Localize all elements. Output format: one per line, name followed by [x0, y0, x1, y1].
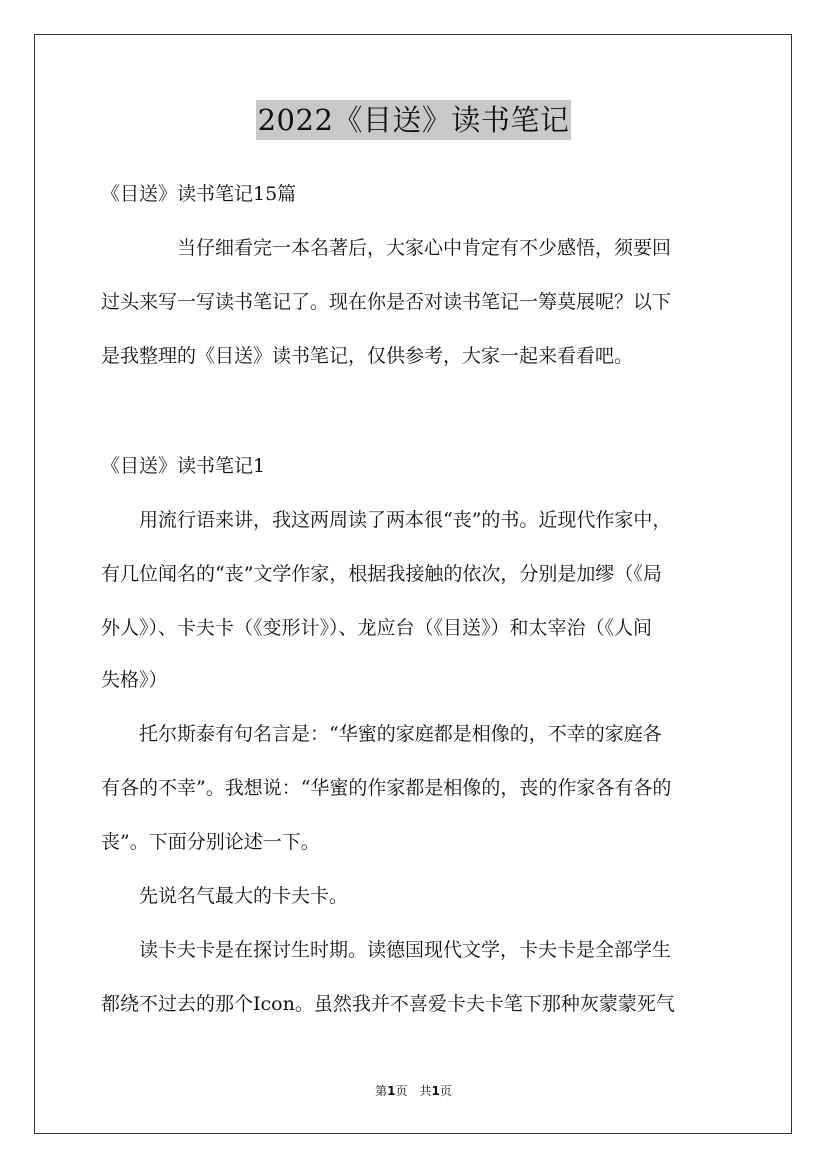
document-subtitle: 《目送》读书笔记15篇: [101, 183, 297, 205]
page-suffix: 页: [439, 1084, 452, 1098]
body-line: 有几位闻名的“丧”文学作家，根据我接触的依次，分别是加缪（《局: [101, 563, 662, 585]
page-mid: 页 共: [395, 1084, 432, 1098]
body-line: 读卡夫卡是在探讨生时期。读德国现代文学，卡夫卡是全部学生: [101, 939, 672, 961]
body-line: 先说名气最大的卡夫卡。: [101, 885, 349, 907]
intro-line: 过头来写一写读书笔记了。现在你是否对读书笔记一筹莫展呢？以下: [101, 291, 672, 313]
section-heading: 《目送》读书笔记1: [101, 455, 266, 477]
title-container: [0, 100, 827, 140]
body-line: 托尔斯泰有句名言是：“华蜜的家庭都是相像的，不幸的家庭各: [101, 723, 662, 745]
body-line: 丧”。下面分别论述一下。: [101, 831, 320, 853]
body-line: 有各的不幸”。我想说：“华蜜的作家都是相像的，丧的作家各有各的: [101, 777, 672, 799]
page-prefix: 第: [375, 1084, 388, 1098]
body-line: 都绕不过去的那个Icon。虽然我并不喜爱卡夫卡笔下那种灰蒙蒙死气: [101, 993, 675, 1015]
body-line: 外人》）、卡夫卡（《变形计》）、龙应台（《目送》）和太宰治（《人间: [101, 617, 653, 639]
page-current: 1: [387, 1084, 396, 1098]
document-title: 2022《目送》读书笔记: [256, 100, 572, 140]
body-line: 用流行语来讲，我这两周读了两本很“丧”的书。近现代作家中，: [101, 509, 672, 531]
page-total: 1: [431, 1084, 440, 1098]
intro-line: 是我整理的《目送》读书笔记，仅供参考，大家一起来看看吧。: [101, 345, 634, 367]
intro-line: 当仔细看完一本名著后，大家心中肯定有不少感悟，须要回: [101, 237, 672, 259]
page-footer: [0, 1082, 827, 1099]
body-line: 失格》）: [101, 669, 168, 691]
